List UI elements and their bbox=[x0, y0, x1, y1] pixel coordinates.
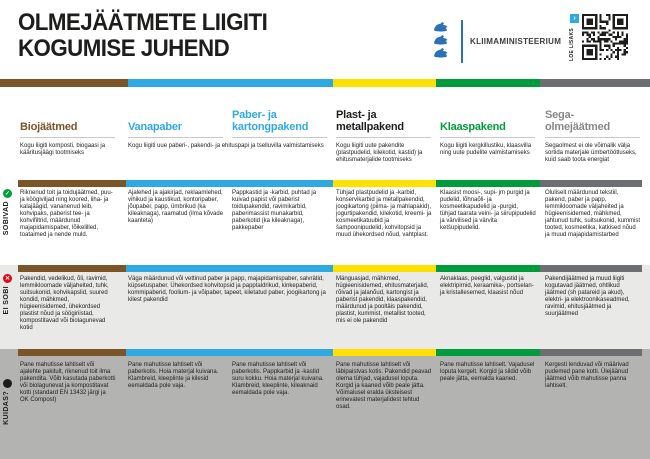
page-title-line1: OLMEJÄÄTMETE LIIGITI bbox=[18, 9, 268, 36]
cell-bio-kuidas: Pane mahutisse lahtiselt või ajalehte pakitult, riknenud toit ilma pakendita. Võib kasutada paberkotti või biolagunevat ja kompostitavat kotti (standard EN 13432 järgi ja OK Compost) bbox=[20, 362, 116, 403]
color-bar-segment-plastic bbox=[333, 79, 436, 87]
cell-sega-sobivad: Oluliselt määrdunud tekstiil, pakend, paber ja papp, lemmikloomade väljaheited ja hügieenisidemed, mähkmed, jahtunud tuhk, suitsukonid, kummist tooted, kosmeetika, katkised nõud ja muud majapidamistarbed bbox=[545, 190, 641, 238]
page-title bbox=[18, 10, 267, 62]
qr-code bbox=[582, 14, 628, 60]
column-header-vanapaber: Vanapaber bbox=[128, 120, 182, 133]
cell-plast-kuidas: Pane mahutisse lahtiselt või läbipaistvas kotis. Pakendid peavad olema tühjad, vajadusel loputa. Korgid ja kaaned võib peale jätta. Võimalusel eralda üksteisest erinevatest materjalidest tehtud osad. bbox=[336, 362, 432, 410]
page-title-line2: KOGUMISE JUHEND bbox=[18, 35, 230, 62]
cross-glyph: ✕ bbox=[4, 275, 11, 282]
column-description-mixed: Segaolmest ei ole võimalik välja sortida materjale ümbertöötluseks, kuid saab toota energiat bbox=[545, 143, 637, 163]
color-bar-segment-plastic bbox=[333, 349, 436, 356]
qr-label: LOE LISAKS bbox=[569, 27, 575, 61]
color-bar-segment-paper bbox=[128, 79, 333, 87]
dot-icon bbox=[3, 379, 12, 388]
column-header-plast-metallpakend: Plast- ja metallpakend bbox=[336, 109, 404, 133]
color-bar-segment-bio bbox=[18, 265, 126, 272]
check-glyph: ✓ bbox=[4, 190, 11, 197]
cell-plast-ei-sobi: Mänguasjad, mähkmed, hügieenisidemed, ehitusmaterjalid, rõivad ja jalanõud, kartongist ja paberist pakendid, klaaspakendid, määrdunud ja pooltäis pakendid, plastist, kummist, metallist tooted, mis ei ole pakendid bbox=[336, 276, 429, 324]
rail-label-kuidas: KUIDAS? bbox=[3, 391, 10, 425]
separator-bar-1 bbox=[18, 180, 642, 187]
cell-vanapaber-sobivad: Ajalehed ja ajakirjad, reklaamlehed, vihikud ja kaustikud, kontoripaber, jõupaber, papp, ümbrikud (ka kileaknaga), raamatud (ilma kõvade kaanteta) bbox=[128, 190, 224, 224]
color-bar-segment-mixed bbox=[540, 265, 642, 272]
color-bar-segment-paper bbox=[126, 349, 333, 356]
column-header-klaaspakend: Klaaspakend bbox=[440, 120, 506, 133]
color-bar-segment-plastic bbox=[333, 265, 436, 272]
color-bar-segment-bio bbox=[0, 79, 128, 87]
x-icon bbox=[3, 274, 12, 283]
separator-bar-3 bbox=[18, 349, 642, 356]
arrow-glyph: › bbox=[573, 15, 576, 22]
column-underline bbox=[128, 137, 223, 138]
column-header-paber-kartongpakend: Paber- ja kartongpakend bbox=[232, 109, 309, 133]
checkmark-icon bbox=[3, 189, 12, 198]
column-header-biojaatmed: Biojäätmed bbox=[20, 120, 78, 133]
cell-kartong-sobivad: Pappkastid ja -karbid, puhtad ja kuivad papist või paberist toidupakendid, ravimikarbid, paberimassist munakarbid, paberkotid (ka kileaknaga), pakkepaber bbox=[232, 190, 317, 231]
rail-label-ei-sobi: EI SOBI bbox=[3, 286, 10, 315]
column-description-paper: Kogu liigiti uue paberi-, pakendi- ja ehituspapi ja tselluvilla valmistamiseks bbox=[128, 143, 324, 149]
column-header-sega-olmejaatmed: Sega- olmejäätmed bbox=[545, 109, 611, 133]
cell-sega-ei-sobi: Pakendijäätmed ja muud liigiti kogutavad jäätmed, ohtlikud jäätmed (sh patareid ja akud), elektri- ja elektroonikaseadmed, ravimid, ehitusjäätmed ja suurjäätmed bbox=[545, 276, 630, 317]
color-bar-segment-bio bbox=[18, 180, 126, 187]
read-more-arrow-icon bbox=[570, 14, 579, 23]
color-bar-segment-mixed bbox=[540, 79, 650, 87]
top-color-bar bbox=[0, 79, 650, 87]
column-description-bio: Kogu liigiti komposti, biogaasi ja kääritusjäägi tootmiseks bbox=[20, 143, 106, 156]
column-underline bbox=[232, 137, 327, 138]
cell-klaas-kuidas: Pane mahutisse lahtiselt. Vajadusel loputa kergelt. Korgid ja sildid võib peale jätta, eemalda kaaned. bbox=[440, 362, 535, 382]
column-description-glass: Kogu liigiti kergkillustiku, klaasvilla ning uute pudelite valmistamiseks bbox=[440, 143, 532, 156]
cell-sega-kuidas: Kergesti lenduvad või määrivad pudemed pane kotti. Ülejäänud jäätmed võib mahutisse panna lahtiselt. bbox=[545, 362, 629, 389]
cell-paper-ei-sobi: Väga määrdunud või vettinud paber ja papp, majapidamispaber, salvrätid, küpsetuspaber. Ühekordsed kohvitopsid ja papptaldrikud, kinkepaberid, kommipaberid, foolium- ja võipaber, tapeet, kiletatud paber, joogikartong ja kilest pakendid bbox=[128, 276, 326, 303]
color-bar-segment-bio bbox=[18, 349, 126, 356]
cell-kartong-kuidas: Pane mahutisse lahtiselt või paberkotis. Pappkarbid ja -kastid suru kokku. Hoia materjal kuivana. Klambreid, kleeplinte, kileaknaid eemaldada pole vaja. bbox=[232, 362, 324, 396]
column-description-plastic: Kogu liigiti uute pakendite (plastpudelid, kilekotid, kastid) ja ehitusmaterjalide tootmiseks bbox=[336, 143, 423, 163]
column-underline bbox=[336, 137, 431, 138]
column-underline bbox=[20, 137, 115, 138]
column-underline bbox=[545, 137, 640, 138]
cell-klaas-sobivad: Klaasist moosi-, supi- jm purgid ja pudelid, lõhnaõli- ja kosmeetikapudelid ja -purgid, tühjad taarata veini- ja siirupipudelid ja värvilised ja värvita ketšupipudelid. bbox=[440, 190, 536, 231]
color-bar-segment-paper bbox=[126, 265, 333, 272]
color-bar-segment-glass bbox=[436, 265, 540, 272]
color-bar-segment-paper bbox=[126, 180, 333, 187]
column-underline bbox=[440, 137, 535, 138]
cell-vanapaber-kuidas: Pane mahutisse lahtiselt või paberkotis. Hoia materjal kuivana. Klambreid, kleeplinte ja kilesid eemaldada pole vaja. bbox=[128, 362, 219, 389]
cell-klaas-ei-sobi: Aknaklaas, peeglid, valgustid ja elektripirnid, keraamika-, portselan- ja kristallesemed, klaasist nõud bbox=[440, 276, 534, 296]
separator-bar-2 bbox=[18, 265, 642, 272]
logo-divider bbox=[461, 20, 463, 63]
color-bar-segment-glass bbox=[436, 180, 540, 187]
color-bar-segment-plastic bbox=[333, 180, 436, 187]
color-bar-segment-mixed bbox=[540, 349, 642, 356]
color-bar-segment-glass bbox=[436, 79, 540, 87]
cell-plast-sobivad: Tühjad plastpudelid ja -karbid, konservikarbid ja metallpakendid, joogikartong (piima- ja mahlapakid), jogurtipakendid, kilekotid, kreemi- ja kosmeetikatuubid ja šampoonipudelid, kohvitopsid ja muud ühekordsed nõud, vahtplast. bbox=[336, 190, 432, 238]
color-bar-segment-mixed bbox=[540, 180, 642, 187]
color-bar-segment-glass bbox=[436, 349, 540, 356]
ministry-name: KLIIMAMINISTEERIUM bbox=[470, 37, 562, 46]
estonia-coat-of-arms-icon bbox=[432, 21, 454, 61]
rail-label-sobivad: SOBIVAD bbox=[3, 201, 10, 236]
cell-bio-sobivad: Riknenud toit ja toidujäätmed, puu- ja köögiviljad ning koored, liha- ja kalajäägid, vananenud leib, kohvipaks, paberist tee- ja kohvifiltrid, määrdunud majapidamispaber, lõikelilled, toataimed ja nende muld. bbox=[20, 190, 113, 238]
cell-bio-ei-sobi: Pakendid, vedelikud, õli, ravimid, lemmikloomade väljaheited, tuhk, suitsukonid, kohvikapslid, suured kondid, mähkmed, hügieenisidemed, ühekordsed plastist nõud ja söögiriistad, kompostitavad või biolagunevad kotid bbox=[20, 276, 109, 331]
